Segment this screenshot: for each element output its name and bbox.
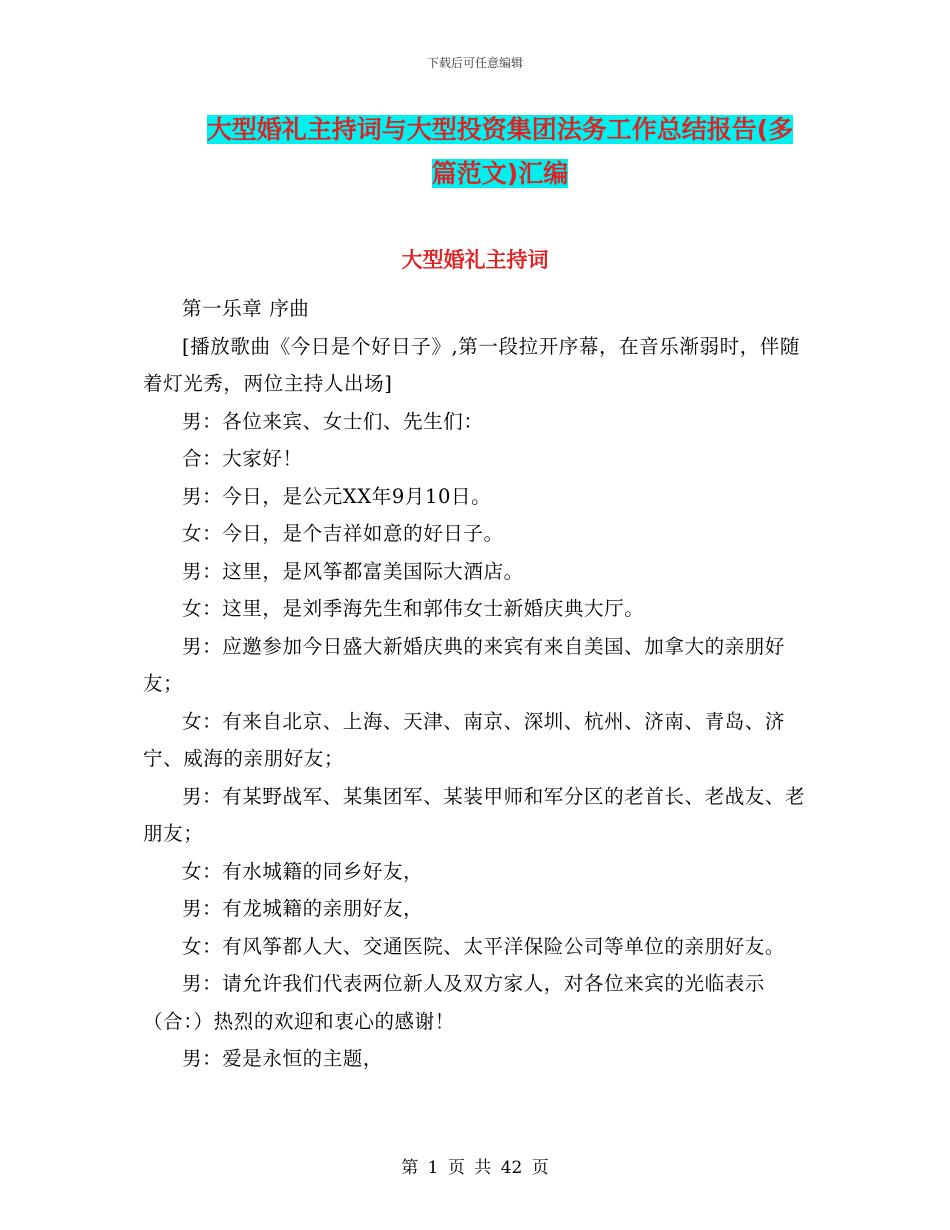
document-body [143, 290, 811, 1078]
page-header: 下载后可任意编辑 [426, 56, 523, 70]
paragraph: 男：有某野战军、某集团军、某装甲师和军分区的老首长、老战友、老朋友； [143, 784, 806, 845]
paragraph: 女：有风筝都人大、交通医院、太平洋保险公司等单位的亲朋好友。 [182, 934, 786, 958]
paragraph: [播放歌曲《今日是个好日子》,第一段拉开序幕，在音乐渐弱时，伴随着灯光秀，两位主持人出场] [143, 334, 801, 395]
section-title: 大型婚礼主持词 [401, 248, 549, 272]
paragraph: 男：有龙城籍的亲朋好友， [182, 897, 424, 920]
paragraph: 男：各位来宾、女士们、先生们： [182, 409, 484, 433]
paragraph: 男：请允许我们代表两位新人及双方家人，对各位来宾的光临表示（合：）热烈的欢迎和衷心的感谢！ [143, 972, 765, 1033]
paragraph: 女：有水城籍的同乡好友， [182, 859, 424, 883]
paragraph: 第一乐章 序曲 [182, 297, 310, 320]
title-line-2: 篇范文)汇编 [431, 159, 569, 188]
paragraph: 女：有来自北京、上海、天津、南京、深圳、杭州、济南、青岛、济宁、威海的亲朋好友； [143, 709, 786, 770]
paragraph: 男：今日，是公元XX年9月10日。 [182, 484, 492, 508]
page-footer: 第 1 页 共 42 页 [401, 1158, 549, 1178]
paragraph: 女：这里，是刘季海先生和郭伟女士新婚庆典大厅。 [182, 597, 645, 620]
paragraph: 女：今日，是个吉祥如意的好日子。 [182, 522, 504, 545]
document-title [145, 108, 855, 196]
paragraph: 男：应邀参加今日盛大新婚庆典的来宾有来自美国、加拿大的亲朋好友； [143, 634, 786, 695]
paragraph: 合：大家好！ [182, 447, 303, 470]
title-line-1: 大型婚礼主持词与大型投资集团法务工作总结报告(多 [206, 115, 794, 144]
paragraph: 男：爱是永恒的主题， [182, 1047, 384, 1070]
paragraph: 男：这里，是风筝都富美国际大酒店。 [182, 559, 524, 583]
